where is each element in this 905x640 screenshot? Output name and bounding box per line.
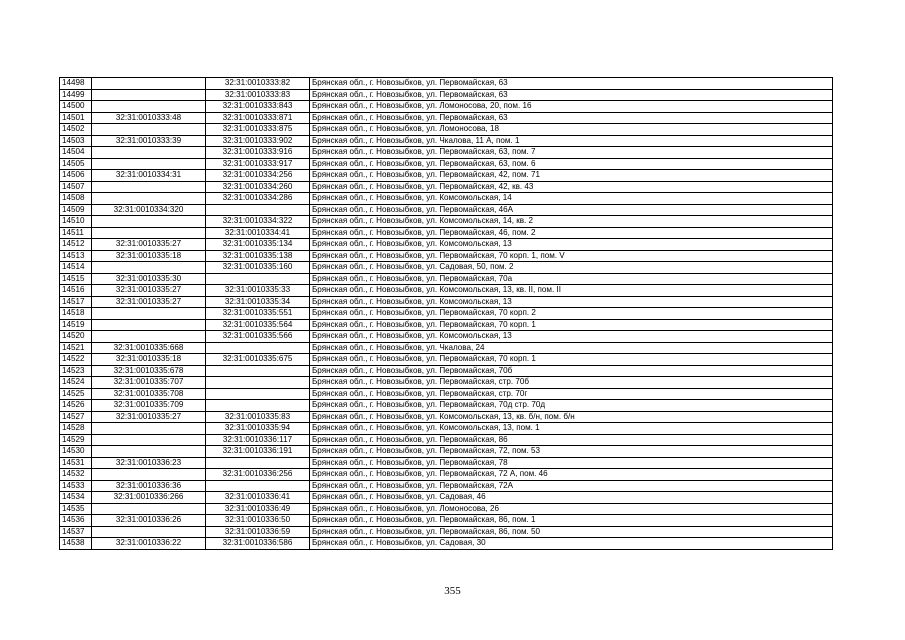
- row-number-cell: 14524: [60, 377, 92, 389]
- cadastral-number-cell: [206, 204, 310, 216]
- cadastral-number-cell: 32:31:0010336:49: [206, 503, 310, 515]
- row-number-cell: 14534: [60, 492, 92, 504]
- old-cadastral-number-cell: 32:31:0010334:31: [92, 170, 206, 182]
- cadastral-number-cell: 32:31:0010334:41: [206, 227, 310, 239]
- row-number-cell: 14520: [60, 331, 92, 343]
- row-number-cell: 14510: [60, 216, 92, 228]
- old-cadastral-number-cell: 32:31:0010333:39: [92, 135, 206, 147]
- row-number-cell: 14525: [60, 388, 92, 400]
- address-cell: Брянская обл., г. Новозыбков, ул. Первомайская, 72, пом. 53: [310, 446, 833, 458]
- table-row: [60, 296, 833, 308]
- table-row: [60, 492, 833, 504]
- cadastral-number-cell: 32:31:0010333:843: [206, 101, 310, 113]
- table-row: [60, 400, 833, 412]
- address-cell: Брянская обл., г. Новозыбков, ул. Первомайская, 42, пом. 71: [310, 170, 833, 182]
- cadastral-number-cell: 32:31:0010335:160: [206, 262, 310, 274]
- cadastral-number-cell: 32:31:0010336:59: [206, 526, 310, 538]
- row-number-cell: 14521: [60, 342, 92, 354]
- table-row: [60, 331, 833, 343]
- address-cell: Брянская обл., г. Новозыбков, ул. Первомайская, 63, пом. 6: [310, 158, 833, 170]
- cadastral-number-cell: 32:31:0010335:566: [206, 331, 310, 343]
- old-cadastral-number-cell: 32:31:0010335:27: [92, 411, 206, 423]
- row-number-cell: 14536: [60, 515, 92, 527]
- registry-table: [59, 77, 833, 550]
- table-row: [60, 135, 833, 147]
- row-number-cell: 14509: [60, 204, 92, 216]
- table-row: [60, 515, 833, 527]
- address-cell: Брянская обл., г. Новозыбков, ул. Садовая, 46: [310, 492, 833, 504]
- cadastral-number-cell: 32:31:0010333:871: [206, 112, 310, 124]
- table-row: [60, 227, 833, 239]
- cadastral-number-cell: [206, 377, 310, 389]
- cadastral-number-cell: 32:31:0010335:34: [206, 296, 310, 308]
- old-cadastral-number-cell: 32:31:0010335:18: [92, 250, 206, 262]
- address-cell: Брянская обл., г. Новозыбков, ул. Чкалова, 24: [310, 342, 833, 354]
- table-row: [60, 411, 833, 423]
- table-row: [60, 526, 833, 538]
- address-cell: Брянская обл., г. Новозыбков, ул. Первомайская, 70д стр. 70д: [310, 400, 833, 412]
- address-cell: Брянская обл., г. Новозыбков, ул. Первомайская, 70 корп. 2: [310, 308, 833, 320]
- address-cell: Брянская обл., г. Новозыбков, ул. Первомайская, 63: [310, 78, 833, 90]
- row-number-cell: 14538: [60, 538, 92, 550]
- table-row: [60, 170, 833, 182]
- old-cadastral-number-cell: 32:31:0010335:18: [92, 354, 206, 366]
- address-cell: Брянская обл., г. Новозыбков, ул. Первомайская, 46, пом. 2: [310, 227, 833, 239]
- old-cadastral-number-cell: 32:31:0010335:27: [92, 239, 206, 251]
- address-cell: Брянская обл., г. Новозыбков, ул. Первомайская, 70 корп. 1, пом. V: [310, 250, 833, 262]
- row-number-cell: 14511: [60, 227, 92, 239]
- table-row: [60, 204, 833, 216]
- row-number-cell: 14501: [60, 112, 92, 124]
- table-row: [60, 423, 833, 435]
- old-cadastral-number-cell: [92, 181, 206, 193]
- address-cell: Брянская обл., г. Новозыбков, ул. Первомайская, 70а: [310, 273, 833, 285]
- old-cadastral-number-cell: [92, 78, 206, 90]
- old-cadastral-number-cell: [92, 262, 206, 274]
- row-number-cell: 14508: [60, 193, 92, 205]
- address-cell: Брянская обл., г. Новозыбков, ул. Первомайская, стр. 70г: [310, 388, 833, 400]
- address-cell: Брянская обл., г. Новозыбков, ул. Первомайская, 63: [310, 89, 833, 101]
- address-cell: Брянская обл., г. Новозыбков, ул. Первомайская, 42, кв. 43: [310, 181, 833, 193]
- address-cell: Брянская обл., г. Новозыбков, ул. Комсомольская, 14, кв. 2: [310, 216, 833, 228]
- table-row: [60, 469, 833, 481]
- address-cell: Брянская обл., г. Новозыбков, ул. Комсомольская, 13, пом. 1: [310, 423, 833, 435]
- address-cell: Брянская обл., г. Новозыбков, ул. Комсомольская, 13: [310, 331, 833, 343]
- row-number-cell: 14500: [60, 101, 92, 113]
- address-cell: Брянская обл., г. Новозыбков, ул. Первомайская, 46А: [310, 204, 833, 216]
- table-row: [60, 457, 833, 469]
- address-cell: Брянская обл., г. Новозыбков, ул. Комсомольская, 13: [310, 239, 833, 251]
- row-number-cell: 14522: [60, 354, 92, 366]
- row-number-cell: 14504: [60, 147, 92, 159]
- old-cadastral-number-cell: [92, 446, 206, 458]
- old-cadastral-number-cell: 32:31:0010334:320: [92, 204, 206, 216]
- address-cell: Брянская обл., г. Новозыбков, ул. Ломоносова, 20, пом. 16: [310, 101, 833, 113]
- address-cell: Брянская обл., г. Новозыбков, ул. Первомайская, 70 корп. 1: [310, 319, 833, 331]
- row-number-cell: 14498: [60, 78, 92, 90]
- address-cell: Брянская обл., г. Новозыбков, ул. Первомайская, 63: [310, 112, 833, 124]
- cadastral-number-cell: 32:31:0010336:256: [206, 469, 310, 481]
- row-number-cell: 14533: [60, 480, 92, 492]
- cadastral-number-cell: 32:31:0010334:322: [206, 216, 310, 228]
- table-row: [60, 388, 833, 400]
- cadastral-number-cell: 32:31:0010333:917: [206, 158, 310, 170]
- row-number-cell: 14506: [60, 170, 92, 182]
- old-cadastral-number-cell: [92, 124, 206, 136]
- row-number-cell: 14514: [60, 262, 92, 274]
- row-number-cell: 14527: [60, 411, 92, 423]
- cadastral-number-cell: 32:31:0010335:551: [206, 308, 310, 320]
- row-number-cell: 14523: [60, 365, 92, 377]
- table-row: [60, 193, 833, 205]
- old-cadastral-number-cell: [92, 331, 206, 343]
- table-row: [60, 365, 833, 377]
- table-row: [60, 342, 833, 354]
- table-row: [60, 78, 833, 90]
- table-row: [60, 273, 833, 285]
- cadastral-number-cell: [206, 480, 310, 492]
- row-number-cell: 14518: [60, 308, 92, 320]
- address-cell: Брянская обл., г. Новозыбков, ул. Ломоносова, 26: [310, 503, 833, 515]
- address-cell: Брянская обл., г. Новозыбков, ул. Первомайская, стр. 70б: [310, 377, 833, 389]
- address-cell: Брянская обл., г. Новозыбков, ул. Комсомольская, 13: [310, 296, 833, 308]
- row-number-cell: 14503: [60, 135, 92, 147]
- page-number: 355: [444, 585, 461, 597]
- row-number-cell: 14499: [60, 89, 92, 101]
- row-number-cell: 14507: [60, 181, 92, 193]
- old-cadastral-number-cell: [92, 193, 206, 205]
- row-number-cell: 14513: [60, 250, 92, 262]
- cadastral-number-cell: 32:31:0010335:564: [206, 319, 310, 331]
- table-row: [60, 112, 833, 124]
- address-cell: Брянская обл., г. Новозыбков, ул. Первомайская, 70б: [310, 365, 833, 377]
- old-cadastral-number-cell: [92, 147, 206, 159]
- old-cadastral-number-cell: [92, 503, 206, 515]
- old-cadastral-number-cell: [92, 469, 206, 481]
- old-cadastral-number-cell: [92, 216, 206, 228]
- cadastral-number-cell: 32:31:0010333:83: [206, 89, 310, 101]
- row-number-cell: 14515: [60, 273, 92, 285]
- row-number-cell: 14529: [60, 434, 92, 446]
- table-row: [60, 285, 833, 297]
- old-cadastral-number-cell: 32:31:0010336:36: [92, 480, 206, 492]
- cadastral-number-cell: [206, 388, 310, 400]
- row-number-cell: 14517: [60, 296, 92, 308]
- address-cell: Брянская обл., г. Новозыбков, ул. Первомайская, 70 корп. 1: [310, 354, 833, 366]
- table-row: [60, 538, 833, 550]
- table-row: [60, 377, 833, 389]
- address-cell: Брянская обл., г. Новозыбков, ул. Первомайская, 78: [310, 457, 833, 469]
- cadastral-number-cell: 32:31:0010336:41: [206, 492, 310, 504]
- cadastral-number-cell: 32:31:0010335:138: [206, 250, 310, 262]
- old-cadastral-number-cell: 32:31:0010335:707: [92, 377, 206, 389]
- cadastral-number-cell: 32:31:0010336:117: [206, 434, 310, 446]
- row-number-cell: 14530: [60, 446, 92, 458]
- cadastral-number-cell: 32:31:0010334:260: [206, 181, 310, 193]
- old-cadastral-number-cell: 32:31:0010336:266: [92, 492, 206, 504]
- cadastral-number-cell: [206, 457, 310, 469]
- old-cadastral-number-cell: 32:31:0010335:27: [92, 285, 206, 297]
- address-cell: Брянская обл., г. Новозыбков, ул. Комсомольская, 14: [310, 193, 833, 205]
- old-cadastral-number-cell: 32:31:0010336:22: [92, 538, 206, 550]
- cadastral-number-cell: 32:31:0010333:875: [206, 124, 310, 136]
- table-row: [60, 262, 833, 274]
- address-cell: Брянская обл., г. Новозыбков, ул. Первомайская, 72 А, пом. 46: [310, 469, 833, 481]
- address-cell: Брянская обл., г. Новозыбков, ул. Первомайская, 86, пом. 50: [310, 526, 833, 538]
- address-cell: Брянская обл., г. Новозыбков, ул. Ломоносова, 18: [310, 124, 833, 136]
- old-cadastral-number-cell: 32:31:0010335:27: [92, 296, 206, 308]
- row-number-cell: 14531: [60, 457, 92, 469]
- cadastral-number-cell: 32:31:0010335:33: [206, 285, 310, 297]
- cadastral-number-cell: [206, 400, 310, 412]
- old-cadastral-number-cell: [92, 526, 206, 538]
- address-cell: Брянская обл., г. Новозыбков, ул. Комсомольская, 13, кв. б/н, пом. б/н: [310, 411, 833, 423]
- cadastral-number-cell: 32:31:0010335:134: [206, 239, 310, 251]
- old-cadastral-number-cell: 32:31:0010335:668: [92, 342, 206, 354]
- table-row: [60, 250, 833, 262]
- cadastral-number-cell: 32:31:0010334:286: [206, 193, 310, 205]
- row-number-cell: 14512: [60, 239, 92, 251]
- old-cadastral-number-cell: [92, 158, 206, 170]
- address-cell: Брянская обл., г. Новозыбков, ул. Первомайская, 86: [310, 434, 833, 446]
- old-cadastral-number-cell: 32:31:0010335:678: [92, 365, 206, 377]
- table-row: [60, 319, 833, 331]
- old-cadastral-number-cell: [92, 101, 206, 113]
- table-row: [60, 308, 833, 320]
- cadastral-number-cell: 32:31:0010335:94: [206, 423, 310, 435]
- table-row: [60, 480, 833, 492]
- old-cadastral-number-cell: 32:31:0010335:709: [92, 400, 206, 412]
- row-number-cell: 14519: [60, 319, 92, 331]
- old-cadastral-number-cell: [92, 423, 206, 435]
- table-row: [60, 503, 833, 515]
- registry-table-body: [60, 78, 833, 550]
- row-number-cell: 14526: [60, 400, 92, 412]
- table-row: [60, 101, 833, 113]
- cadastral-number-cell: [206, 273, 310, 285]
- row-number-cell: 14528: [60, 423, 92, 435]
- old-cadastral-number-cell: 32:31:0010335:30: [92, 273, 206, 285]
- table-row: [60, 158, 833, 170]
- old-cadastral-number-cell: [92, 89, 206, 101]
- cadastral-number-cell: [206, 342, 310, 354]
- cadastral-number-cell: [206, 365, 310, 377]
- old-cadastral-number-cell: 32:31:0010336:26: [92, 515, 206, 527]
- address-cell: Брянская обл., г. Новозыбков, ул. Садовая, 30: [310, 538, 833, 550]
- old-cadastral-number-cell: 32:31:0010335:708: [92, 388, 206, 400]
- table-row: [60, 216, 833, 228]
- row-number-cell: 14505: [60, 158, 92, 170]
- table-row: [60, 89, 833, 101]
- row-number-cell: 14532: [60, 469, 92, 481]
- row-number-cell: 14535: [60, 503, 92, 515]
- row-number-cell: 14502: [60, 124, 92, 136]
- old-cadastral-number-cell: [92, 434, 206, 446]
- address-cell: Брянская обл., г. Новозыбков, ул. Первомайская, 72А: [310, 480, 833, 492]
- address-cell: Брянская обл., г. Новозыбков, ул. Первомайская, 86, пом. 1: [310, 515, 833, 527]
- old-cadastral-number-cell: 32:31:0010333:48: [92, 112, 206, 124]
- row-number-cell: 14537: [60, 526, 92, 538]
- table-row: [60, 354, 833, 366]
- cadastral-number-cell: 32:31:0010334:256: [206, 170, 310, 182]
- cadastral-number-cell: 32:31:0010336:586: [206, 538, 310, 550]
- old-cadastral-number-cell: [92, 308, 206, 320]
- table-row: [60, 147, 833, 159]
- row-number-cell: 14516: [60, 285, 92, 297]
- old-cadastral-number-cell: [92, 227, 206, 239]
- cadastral-number-cell: 32:31:0010333:902: [206, 135, 310, 147]
- cadastral-number-cell: 32:31:0010333:916: [206, 147, 310, 159]
- cadastral-number-cell: 32:31:0010335:83: [206, 411, 310, 423]
- address-cell: Брянская обл., г. Новозыбков, ул. Чкалова, 11 А, пом. 1: [310, 135, 833, 147]
- cadastral-number-cell: 32:31:0010336:50: [206, 515, 310, 527]
- table-row: [60, 446, 833, 458]
- old-cadastral-number-cell: [92, 319, 206, 331]
- old-cadastral-number-cell: 32:31:0010336:23: [92, 457, 206, 469]
- address-cell: Брянская обл., г. Новозыбков, ул. Садовая, 50, пом. 2: [310, 262, 833, 274]
- table-row: [60, 181, 833, 193]
- table-row: [60, 124, 833, 136]
- cadastral-number-cell: 32:31:0010333:82: [206, 78, 310, 90]
- address-cell: Брянская обл., г. Новозыбков, ул. Комсомольская, 13, кв. II, пом. II: [310, 285, 833, 297]
- table-row: [60, 434, 833, 446]
- cadastral-number-cell: 32:31:0010336:191: [206, 446, 310, 458]
- cadastral-number-cell: 32:31:0010335:675: [206, 354, 310, 366]
- table-row: [60, 239, 833, 251]
- address-cell: Брянская обл., г. Новозыбков, ул. Первомайская, 63, пом. 7: [310, 147, 833, 159]
